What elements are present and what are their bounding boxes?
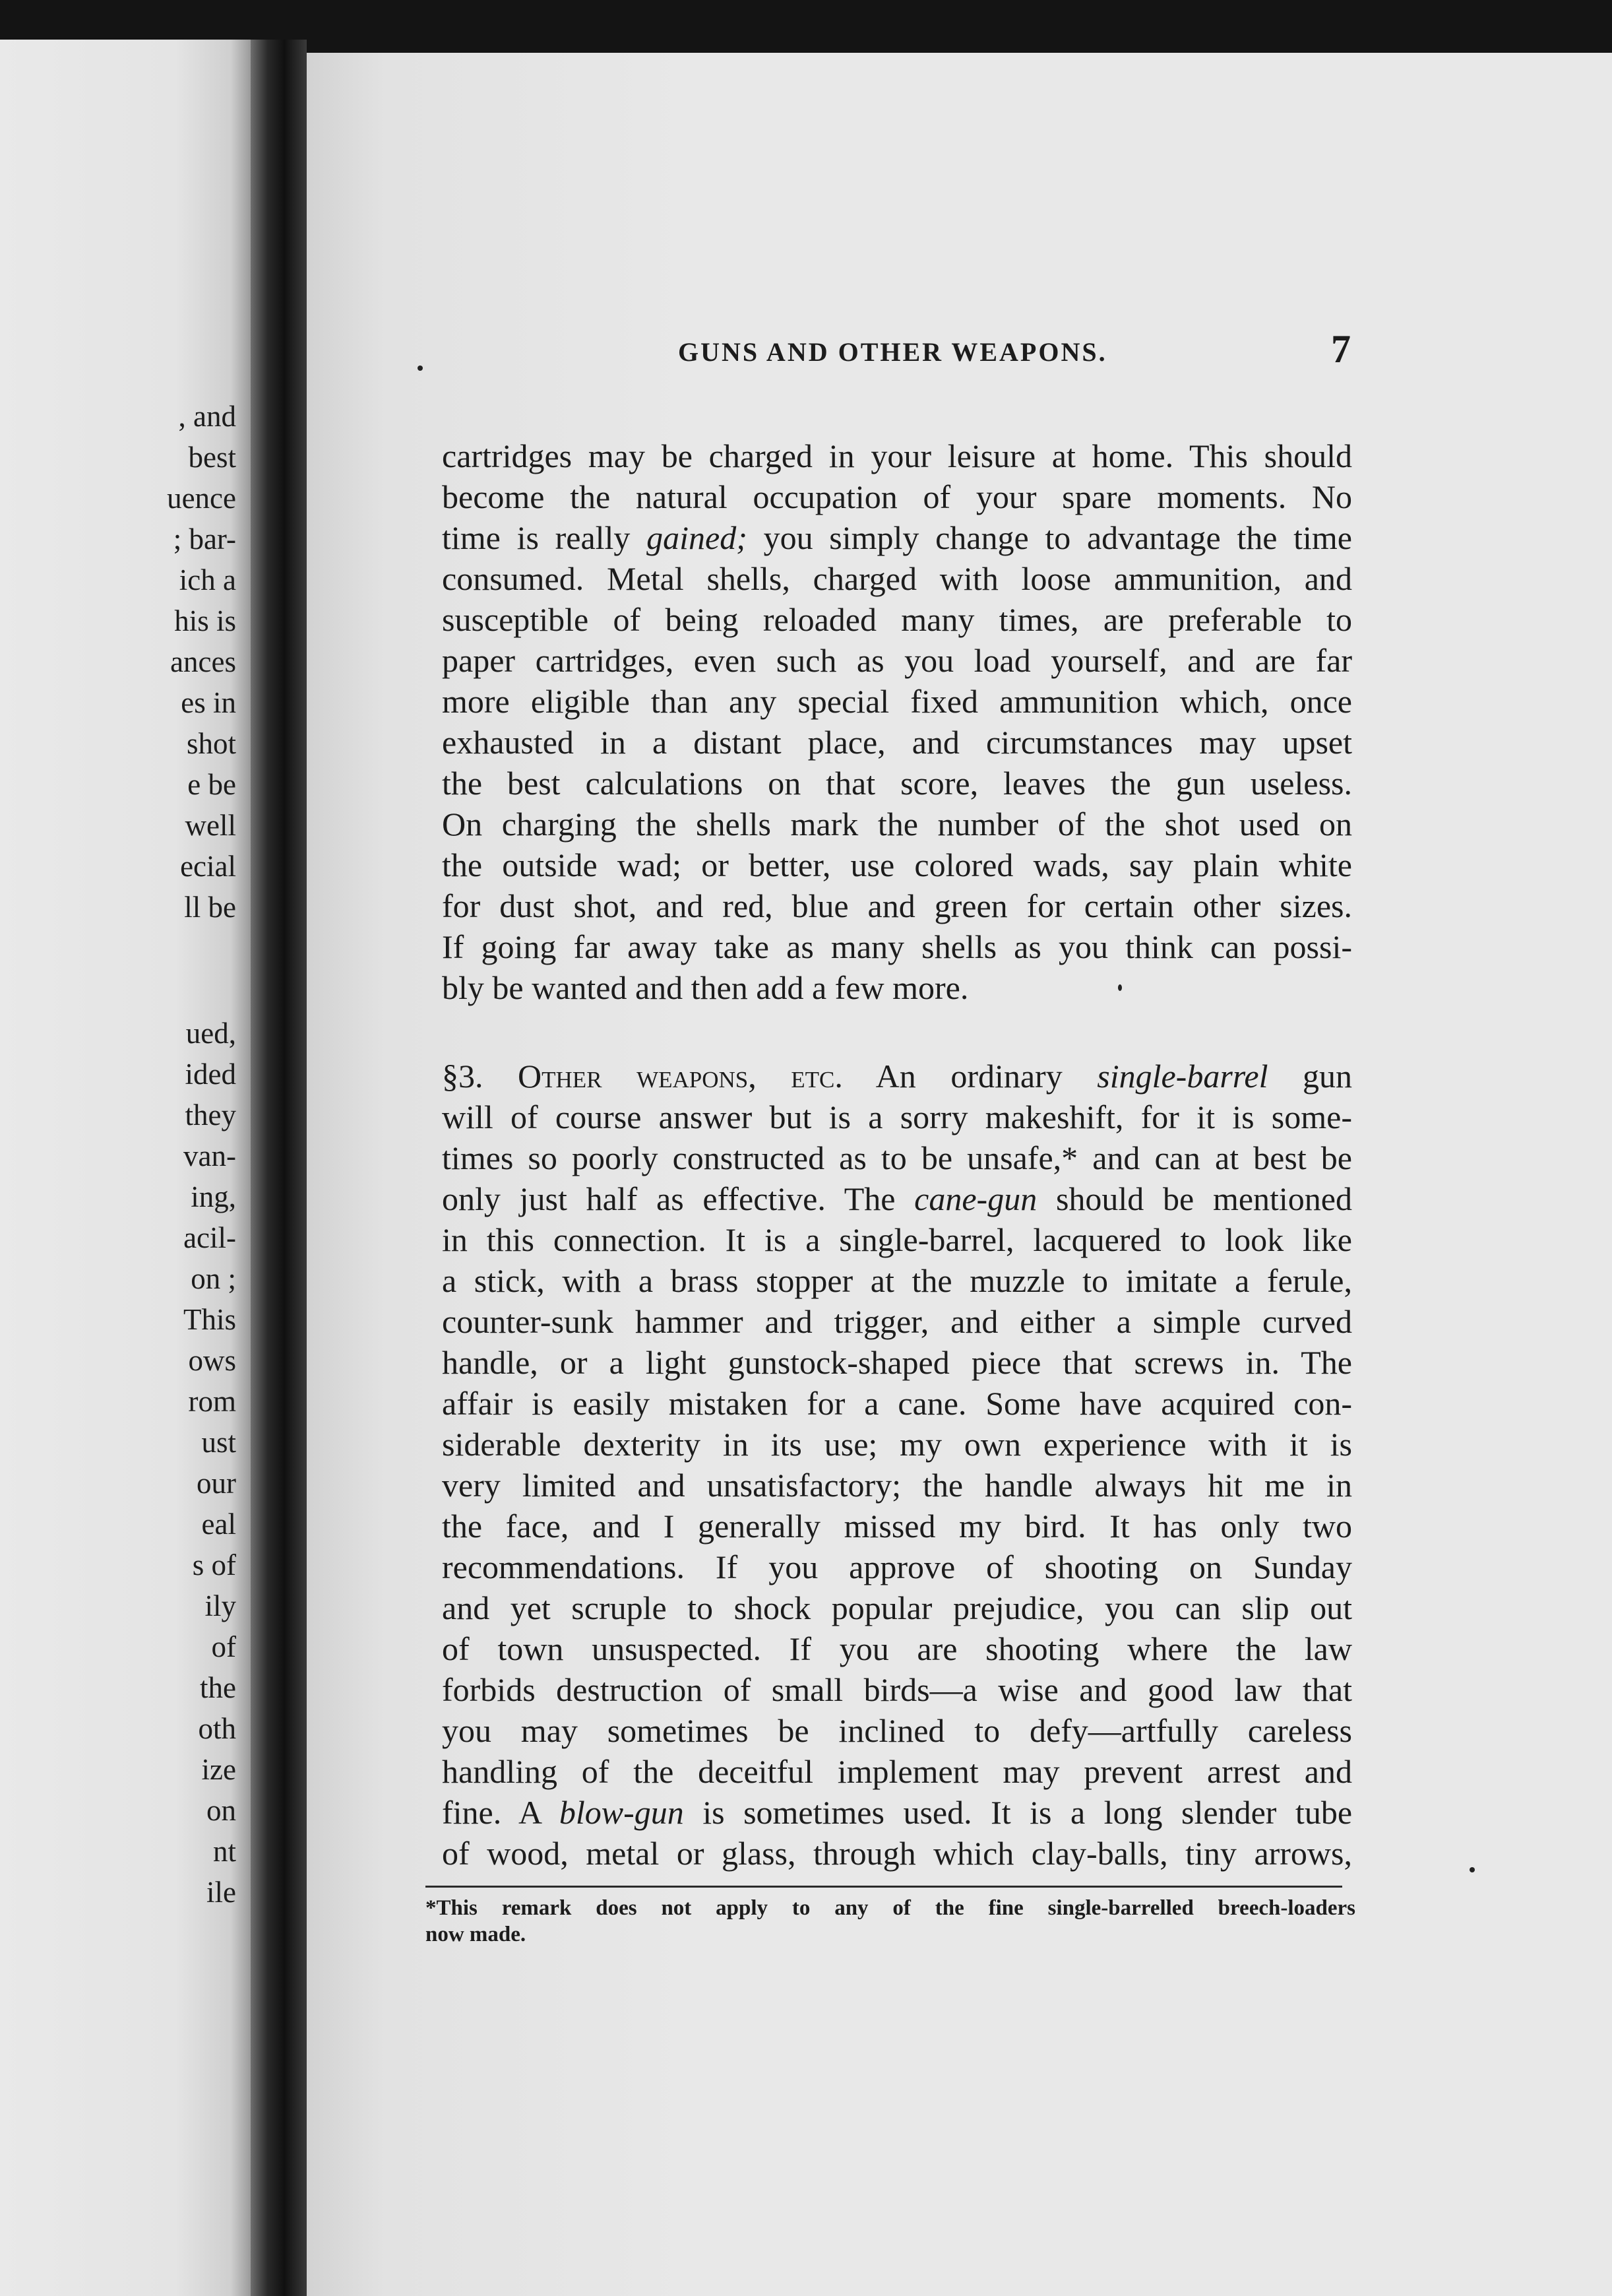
body-line: exhausted in a distant place, and circumstances may upset [442, 724, 1352, 761]
body-line: the best calculations on that score, leaves the gun useless. [442, 765, 1352, 802]
left-page-fragment: ecial [180, 850, 236, 883]
body-line: become the natural occupation of your spare moments. No [442, 478, 1352, 515]
page-number: 7 [1331, 327, 1351, 371]
left-page-fragment: of [211, 1630, 236, 1663]
left-page-fragment: his is [174, 604, 236, 637]
body-line: only just half as effective. The cane-gun should be mentioned [442, 1180, 1352, 1217]
body-line: affair is easily mistaken for a cane. Some have acquired con- [442, 1385, 1352, 1422]
left-page-fragment: shot [186, 727, 236, 760]
body-line: time is really gained; you simply change to advantage the time [442, 519, 1352, 556]
body-line: bly be wanted and then add a few more. [442, 969, 969, 1006]
body-line: paper cartridges, even such as you load yourself, and are far [442, 642, 1352, 679]
body-line: handling of the deceitful implement may prevent arrest and [442, 1753, 1352, 1790]
scan-speck [1470, 1867, 1475, 1872]
left-page-fragment: ances [170, 645, 236, 678]
footnote-rule [425, 1886, 1342, 1888]
left-page-fragment: ily [204, 1589, 236, 1622]
footnote-line: *This remark does not apply to any of the fine single-barrelled breech-loaders [425, 1896, 1355, 1920]
left-page-fragment: uence [167, 482, 236, 515]
left-page-fragment: ided [185, 1058, 236, 1091]
left-page-fragment: on [206, 1794, 236, 1827]
body-line: the face, and I generally missed my bird. It has only two [442, 1508, 1352, 1545]
footnote-line: now made. [425, 1923, 526, 1946]
left-page-fragment: they [185, 1099, 236, 1132]
left-page-fragment: ust [201, 1426, 236, 1459]
left-page-fragment: ile [206, 1876, 236, 1909]
scan-speck [1118, 984, 1122, 991]
body-line: and yet scruple to shock popular prejudice, you can slip out [442, 1589, 1352, 1626]
running-header: GUNS AND OTHER WEAPONS. [678, 337, 1107, 367]
body-line: for dust shot, and red, blue and green for certain other sizes. [442, 887, 1352, 924]
emphasis: single-barrel [1097, 1058, 1268, 1095]
body-line: in this connection. It is a single-barrel, lacquered to look like [442, 1221, 1352, 1258]
left-page-fragment: ing, [191, 1180, 236, 1213]
left-page-fragment: van- [183, 1139, 236, 1172]
emphasis: gained; [646, 519, 747, 556]
left-page-fragment: e be [187, 768, 236, 801]
body-line: a stick, with a brass stopper at the muzzle to imitate a ferule, [442, 1262, 1352, 1299]
left-page-fragment: ows [188, 1344, 236, 1377]
left-page-fragment: best [188, 441, 236, 474]
left-page-fragment: ize [201, 1753, 236, 1786]
left-page-fragment: ich a [179, 563, 236, 596]
body-line: handle, or a light gunstock-shaped piece that screws in. The [442, 1344, 1352, 1381]
body-line: On charging the shells mark the number of the shot used on [442, 806, 1352, 843]
left-page-fragment: ; bar- [173, 523, 236, 556]
body-line: fine. A blow-gun is sometimes used. It is a long slender tube [442, 1794, 1353, 1831]
body-line: very limited and unsatisfactory; the handle always hit me in [442, 1467, 1352, 1504]
left-page-fragment: eal [201, 1508, 236, 1541]
body-line: consumed. Metal shells, charged with loose ammunition, and [442, 560, 1352, 597]
section-title: Other weapons, etc. [518, 1058, 843, 1095]
body-line: the outside wad; or better, use colored wads, say plain white [442, 846, 1352, 883]
left-page-fragment: on ; [191, 1262, 236, 1295]
body-line: times so poorly constructed as to be unsafe,* and can at best be [442, 1139, 1352, 1176]
body-line: cartridges may be charged in your leisure at home. This should [442, 437, 1352, 474]
left-page-fragment: ued, [185, 1017, 236, 1050]
body-line: If going far away take as many shells as you think can possi- [442, 928, 1352, 965]
left-page-fragment: the [200, 1671, 236, 1704]
left-page-fragment: , and [178, 400, 236, 433]
section-heading-line: §3. Other weapons, etc. An ordinary single-barrel gun [442, 1058, 1353, 1095]
left-page-fragment: rom [188, 1385, 236, 1418]
body-line: you may sometimes be inclined to defy—artfully careless [442, 1712, 1352, 1749]
left-page-fragment: well [185, 809, 236, 842]
section-number: §3. [442, 1058, 483, 1095]
emphasis: blow-gun [559, 1794, 684, 1831]
left-facing-page [0, 40, 251, 2296]
left-page-fragment: s of [192, 1548, 236, 1581]
body-line: susceptible of being reloaded many times, are preferable to [442, 601, 1352, 638]
left-page-fragment: es in [181, 686, 236, 719]
left-page-fragment: our [197, 1467, 236, 1500]
body-line: counter-sunk hammer and trigger, and either a simple curved [442, 1303, 1352, 1340]
left-page-fragment: This [183, 1303, 236, 1336]
body-line: recommendations. If you approve of shooting on Sunday [442, 1548, 1352, 1585]
left-page-fragment: acil- [183, 1221, 236, 1254]
body-line: of wood, metal or glass, through which clay-balls, tiny arrows, [442, 1835, 1352, 1872]
right-page [307, 53, 1612, 2296]
left-page-fragment: nt [212, 1835, 236, 1868]
body-line: of town unsuspected. If you are shooting where the law [442, 1630, 1352, 1667]
left-page-fragment: oth [198, 1712, 236, 1745]
body-line: siderable dexterity in its use; my own experience with it is [442, 1426, 1352, 1463]
body-line: will of course answer but is a sorry makeshift, for it is some- [442, 1099, 1352, 1135]
book-gutter [251, 40, 307, 2296]
scan-speck [418, 366, 423, 371]
body-line: more eligible than any special fixed ammunition which, once [442, 683, 1352, 720]
body-line: forbids destruction of small birds—a wise and good law that [442, 1671, 1352, 1708]
emphasis: cane-gun [914, 1180, 1038, 1217]
left-page-fragment: ll be [184, 891, 236, 924]
